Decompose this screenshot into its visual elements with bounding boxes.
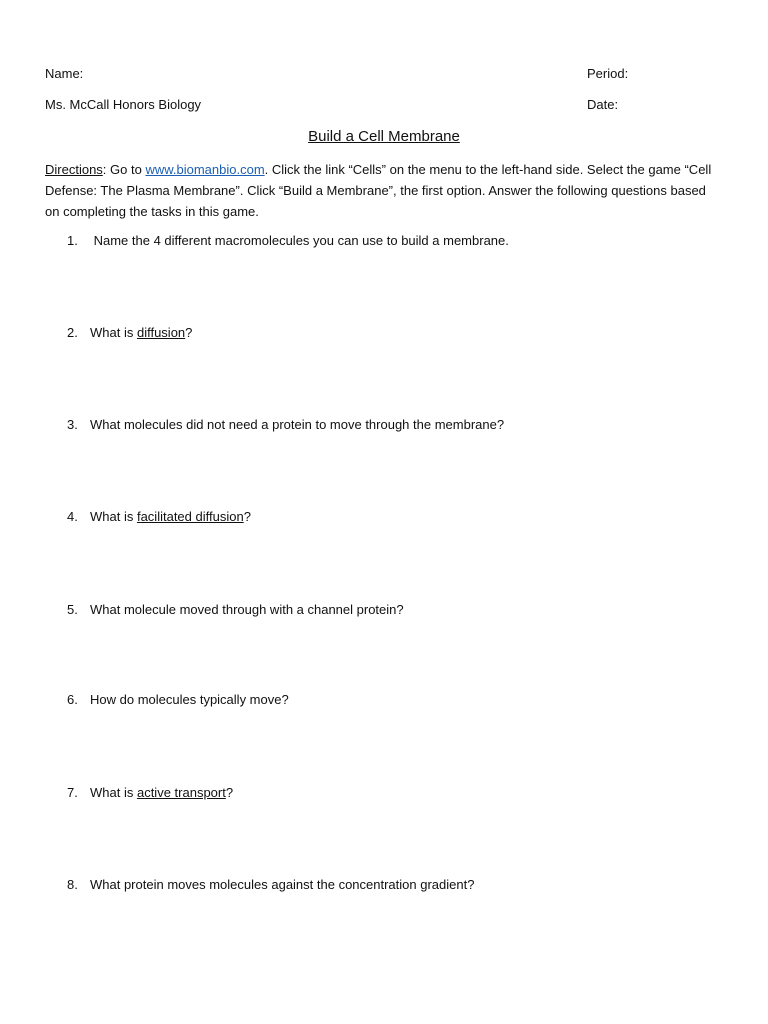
question-number: 8. — [67, 877, 78, 892]
question-number: 3. — [67, 417, 78, 432]
question-number: 6. — [67, 692, 78, 707]
question-text: What is — [90, 509, 137, 524]
question-number: 1. — [67, 233, 78, 248]
date-label: Date: — [587, 97, 619, 112]
question-term: facilitated diffusion — [136, 509, 244, 524]
question-text-end: ? — [225, 785, 234, 800]
question-text: What molecules did not need a protein to move through the membrane? — [90, 417, 505, 432]
question-text: What molecule moved through with a channel protein? — [90, 602, 404, 617]
question-text: What is — [90, 325, 137, 340]
biomanbio-link[interactable]: www.biomanbio.com — [145, 162, 265, 177]
teacher-class-label: Ms. McCall Honors Biology — [45, 97, 202, 112]
page-title: Build a Cell Membrane — [308, 128, 460, 145]
question-2 — [67, 325, 192, 340]
question-number: 7. — [67, 785, 78, 800]
question-number: 4. — [67, 509, 78, 524]
question-8 — [67, 877, 474, 892]
question-term: diffusion — [136, 325, 186, 340]
question-text: What is — [90, 785, 137, 800]
question-text-end: ? — [185, 325, 193, 340]
directions-label: Directions — [45, 162, 103, 177]
question-text: What protein moves molecules against the concentration gradient? — [90, 877, 475, 892]
question-number: 5. — [67, 602, 78, 617]
directions-intro: : Go to — [102, 162, 146, 177]
question-4 — [67, 509, 251, 524]
question-text-end: ? — [243, 509, 251, 524]
question-3 — [67, 417, 504, 432]
question-text: How do molecules typically move? — [90, 692, 289, 707]
directions-text: . Click the link “Cells” on the menu to the left-hand side. Select the game “Cell Defense: The Plasma Membrane”. Click “Build a Membrane”, the first option. Answer the following questions based on completing the tasks in this game. — [45, 162, 712, 219]
question-text: Name the 4 different macromolecules you can use to build a membrane. — [90, 233, 509, 248]
question-number: 2. — [67, 325, 78, 340]
name-label: Name: — [45, 66, 84, 81]
question-7 — [67, 785, 233, 800]
question-5 — [67, 602, 404, 617]
question-1 — [67, 233, 509, 248]
question-6 — [67, 692, 289, 707]
period-label: Period: — [587, 66, 629, 81]
directions-paragraph — [45, 159, 715, 222]
question-term: active transport — [136, 785, 226, 800]
